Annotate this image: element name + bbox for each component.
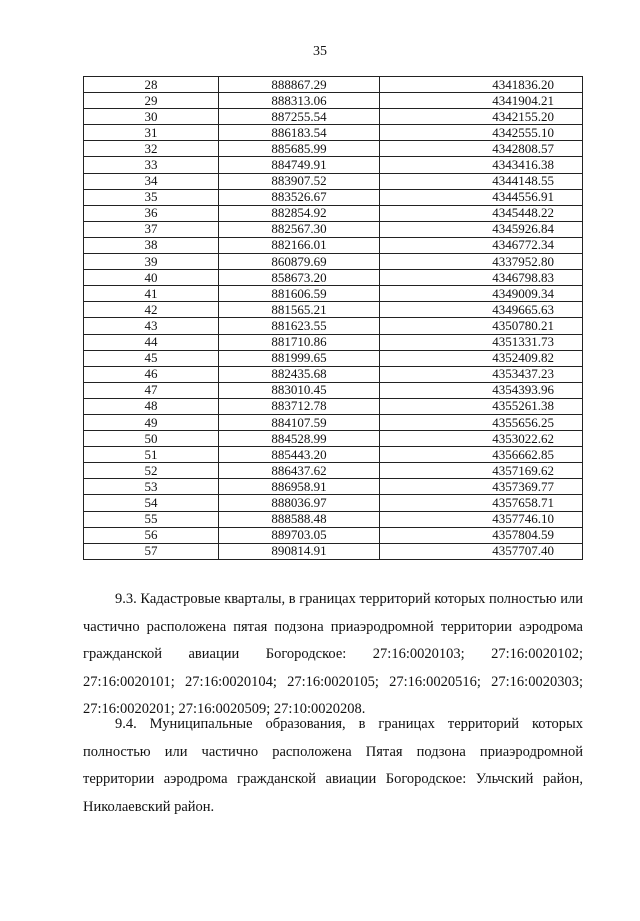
point-number-cell: 33 <box>84 157 219 173</box>
x-coordinate-cell: 885443.20 <box>218 447 379 463</box>
y-coordinate-cell: 4342808.57 <box>380 141 583 157</box>
table-row <box>84 141 583 157</box>
point-number-cell: 28 <box>84 77 219 93</box>
table-row <box>84 237 583 253</box>
point-number-cell: 29 <box>84 93 219 109</box>
y-coordinate-cell: 4357707.40 <box>380 543 583 559</box>
y-coordinate-cell: 4352409.82 <box>380 350 583 366</box>
point-number-cell: 52 <box>84 463 219 479</box>
point-number-cell: 55 <box>84 511 219 527</box>
point-number-cell: 38 <box>84 237 219 253</box>
y-coordinate-cell: 4344556.91 <box>380 189 583 205</box>
x-coordinate-cell: 888313.06 <box>218 93 379 109</box>
y-coordinate-cell: 4345926.84 <box>380 221 583 237</box>
coordinates-table-body <box>84 77 583 560</box>
x-coordinate-cell: 889703.05 <box>218 527 379 543</box>
point-number-cell: 45 <box>84 350 219 366</box>
point-number-cell: 53 <box>84 479 219 495</box>
table-row <box>84 334 583 350</box>
y-coordinate-cell: 4354393.96 <box>380 382 583 398</box>
point-number-cell: 54 <box>84 495 219 511</box>
point-number-cell: 41 <box>84 286 219 302</box>
x-coordinate-cell: 883526.67 <box>218 189 379 205</box>
table-row <box>84 318 583 334</box>
table-row <box>84 270 583 286</box>
table-row <box>84 157 583 173</box>
table-row <box>84 173 583 189</box>
y-coordinate-cell: 4357746.10 <box>380 511 583 527</box>
y-coordinate-cell: 4356662.85 <box>380 447 583 463</box>
point-number-cell: 44 <box>84 334 219 350</box>
table-row <box>84 254 583 270</box>
x-coordinate-cell: 882435.68 <box>218 366 379 382</box>
x-coordinate-cell: 858673.20 <box>218 270 379 286</box>
x-coordinate-cell: 888036.97 <box>218 495 379 511</box>
table-row <box>84 125 583 141</box>
y-coordinate-cell: 4346798.83 <box>380 270 583 286</box>
point-number-cell: 50 <box>84 431 219 447</box>
y-coordinate-cell: 4341836.20 <box>380 77 583 93</box>
x-coordinate-cell: 882567.30 <box>218 221 379 237</box>
y-coordinate-cell: 4342155.20 <box>380 109 583 125</box>
table-row <box>84 77 583 93</box>
section-9-3-paragraph: 9.3. Кадастровые кварталы, в границах территорий которых полностью или частично расположена пятая подзона приаэродромной территории аэродрома гражданской авиации Богородское: 27:16:0020103; 27:16:0020102; 27:16:0020101; 27:16:0020104; 27:16:0020105; 27:16:0020516; 27:16:0020303; 27:16:0020201; 27:16:0020509; 27:10:0020208. <box>83 591 583 717</box>
x-coordinate-cell: 888588.48 <box>218 511 379 527</box>
point-number-cell: 47 <box>84 382 219 398</box>
y-coordinate-cell: 4344148.55 <box>380 173 583 189</box>
x-coordinate-cell: 883907.52 <box>218 173 379 189</box>
table-row <box>84 382 583 398</box>
point-number-cell: 37 <box>84 221 219 237</box>
point-number-cell: 30 <box>84 109 219 125</box>
x-coordinate-cell: 883712.78 <box>218 398 379 414</box>
y-coordinate-cell: 4345448.22 <box>380 205 583 221</box>
point-number-cell: 42 <box>84 302 219 318</box>
point-number-cell: 46 <box>84 366 219 382</box>
x-coordinate-cell: 885685.99 <box>218 141 379 157</box>
x-coordinate-cell: 886958.91 <box>218 479 379 495</box>
point-number-cell: 39 <box>84 254 219 270</box>
table-row <box>84 366 583 382</box>
table-row <box>84 93 583 109</box>
table-row <box>84 205 583 221</box>
x-coordinate-cell: 882166.01 <box>218 237 379 253</box>
table-row <box>84 350 583 366</box>
x-coordinate-cell: 882854.92 <box>218 205 379 221</box>
y-coordinate-cell: 4343416.38 <box>380 157 583 173</box>
table-row <box>84 527 583 543</box>
x-coordinate-cell: 881999.65 <box>218 350 379 366</box>
y-coordinate-cell: 4357169.62 <box>380 463 583 479</box>
x-coordinate-cell: 884107.59 <box>218 414 379 430</box>
table-row <box>84 463 583 479</box>
table-row <box>84 221 583 237</box>
point-number-cell: 32 <box>84 141 219 157</box>
x-coordinate-cell: 881623.55 <box>218 318 379 334</box>
table-row <box>84 286 583 302</box>
point-number-cell: 57 <box>84 543 219 559</box>
coordinates-table <box>83 76 583 560</box>
point-number-cell: 35 <box>84 189 219 205</box>
x-coordinate-cell: 883010.45 <box>218 382 379 398</box>
page-number: 35 <box>313 44 327 59</box>
y-coordinate-cell: 4357369.77 <box>380 479 583 495</box>
table-row <box>84 511 583 527</box>
x-coordinate-cell: 886183.54 <box>218 125 379 141</box>
table-row <box>84 479 583 495</box>
point-number-cell: 36 <box>84 205 219 221</box>
y-coordinate-cell: 4346772.34 <box>380 237 583 253</box>
section-9-4-paragraph: 9.4. Муниципальные образования, в границах территорий которых полностью или частично расположена Пятая подзона приаэродромной территории аэродрома гражданской авиации Богородское: Ульчский район, Николаевский район. <box>83 716 583 815</box>
x-coordinate-cell: 884528.99 <box>218 431 379 447</box>
table-row <box>84 414 583 430</box>
point-number-cell: 34 <box>84 173 219 189</box>
y-coordinate-cell: 4341904.21 <box>380 93 583 109</box>
point-number-cell: 56 <box>84 527 219 543</box>
point-number-cell: 48 <box>84 398 219 414</box>
y-coordinate-cell: 4353022.62 <box>380 431 583 447</box>
y-coordinate-cell: 4349009.34 <box>380 286 583 302</box>
point-number-cell: 40 <box>84 270 219 286</box>
x-coordinate-cell: 860879.69 <box>218 254 379 270</box>
y-coordinate-cell: 4357804.59 <box>380 527 583 543</box>
point-number-cell: 31 <box>84 125 219 141</box>
point-number-cell: 43 <box>84 318 219 334</box>
y-coordinate-cell: 4357658.71 <box>380 495 583 511</box>
y-coordinate-cell: 4350780.21 <box>380 318 583 334</box>
table-row <box>84 302 583 318</box>
table-row <box>84 109 583 125</box>
x-coordinate-cell: 881565.21 <box>218 302 379 318</box>
table-row <box>84 189 583 205</box>
y-coordinate-cell: 4353437.23 <box>380 366 583 382</box>
x-coordinate-cell: 886437.62 <box>218 463 379 479</box>
y-coordinate-cell: 4355656.25 <box>380 414 583 430</box>
y-coordinate-cell: 4342555.10 <box>380 125 583 141</box>
point-number-cell: 51 <box>84 447 219 463</box>
table-row <box>84 398 583 414</box>
x-coordinate-cell: 888867.29 <box>218 77 379 93</box>
y-coordinate-cell: 4351331.73 <box>380 334 583 350</box>
x-coordinate-cell: 890814.91 <box>218 543 379 559</box>
x-coordinate-cell: 884749.91 <box>218 157 379 173</box>
x-coordinate-cell: 881710.86 <box>218 334 379 350</box>
y-coordinate-cell: 4337952.80 <box>380 254 583 270</box>
table-row <box>84 447 583 463</box>
x-coordinate-cell: 881606.59 <box>218 286 379 302</box>
table-row <box>84 495 583 511</box>
x-coordinate-cell: 887255.54 <box>218 109 379 125</box>
y-coordinate-cell: 4355261.38 <box>380 398 583 414</box>
point-number-cell: 49 <box>84 414 219 430</box>
y-coordinate-cell: 4349665.63 <box>380 302 583 318</box>
table-row <box>84 543 583 559</box>
table-row <box>84 431 583 447</box>
